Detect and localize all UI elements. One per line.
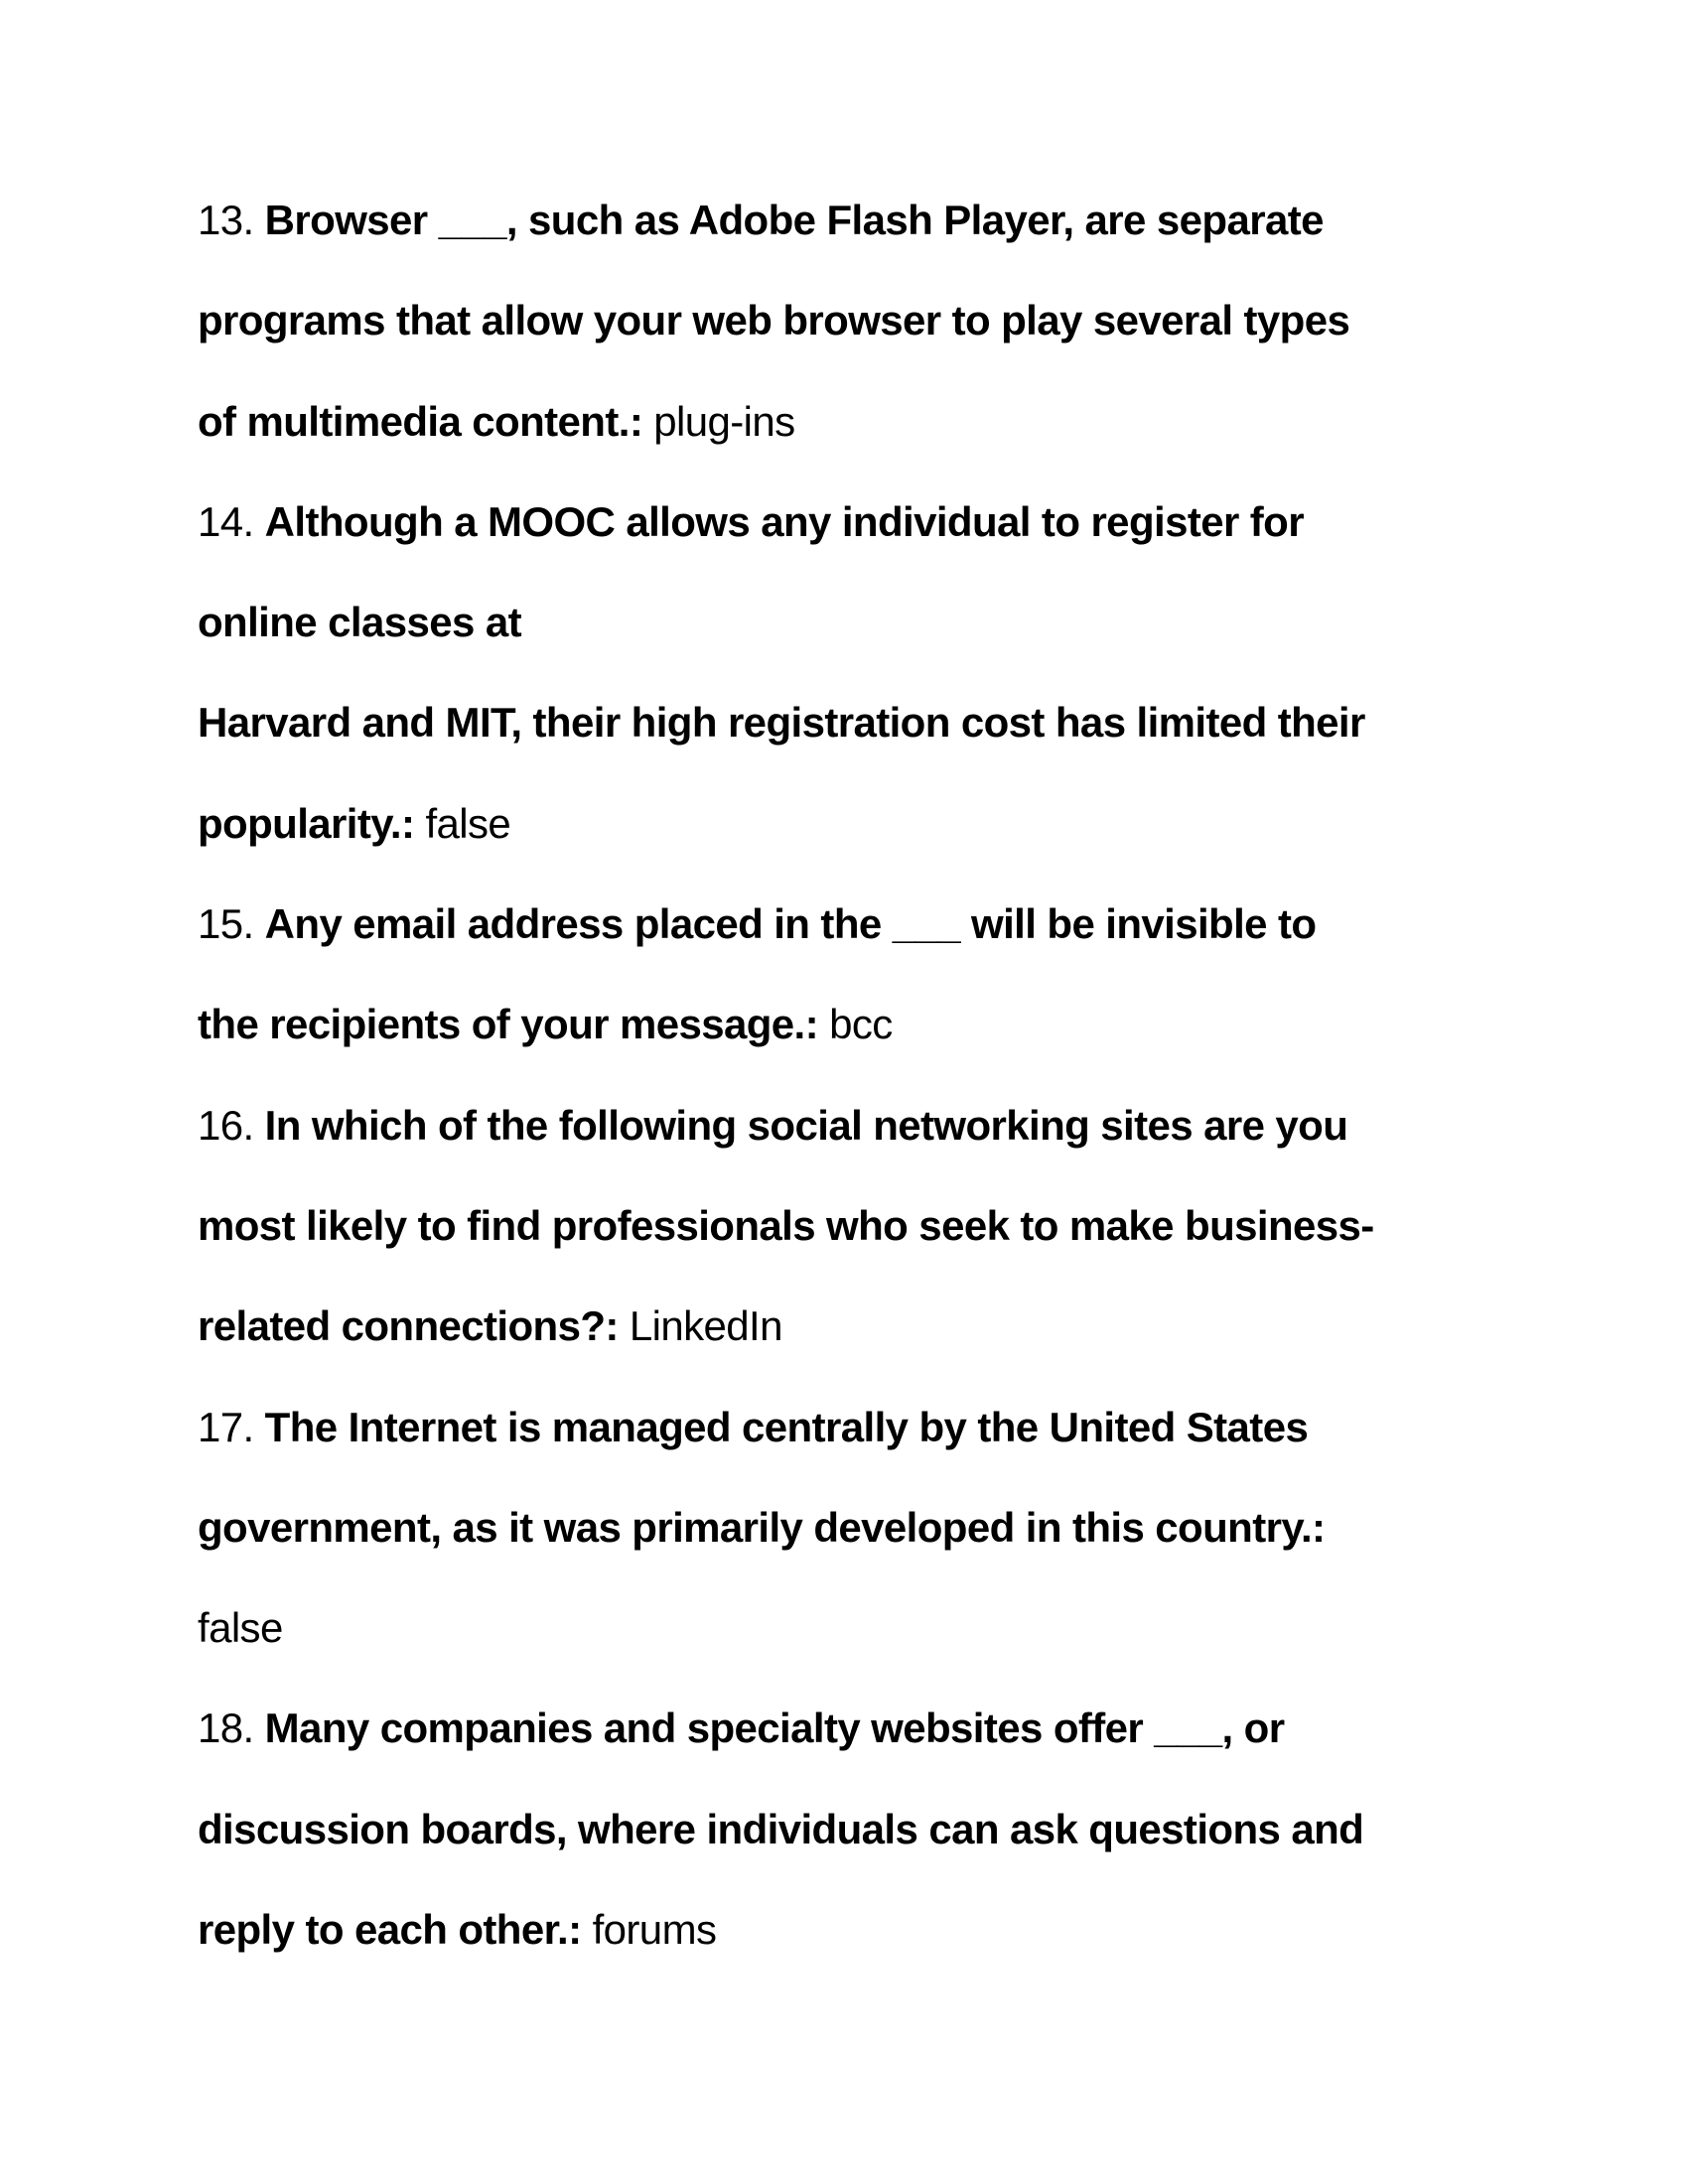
question-line [198, 1396, 1508, 1496]
question-text: programs that allow your web browser to play several types [198, 297, 1350, 344]
question-line [198, 289, 1508, 389]
question-line [198, 1094, 1508, 1194]
document-page [198, 189, 1508, 1998]
question-line [198, 1798, 1508, 1898]
question-number: 15. [198, 900, 254, 948]
question-line [198, 1295, 1508, 1395]
question-text: In which of the following social networking sites are you [264, 1101, 1348, 1149]
answer-text: forums [592, 1906, 717, 1954]
answer-text: false [198, 1604, 283, 1652]
question-line [198, 792, 1508, 892]
question-item [198, 189, 1508, 490]
answer-text: plug-ins [653, 397, 795, 445]
question-number: 13. [198, 197, 254, 243]
question-line [198, 591, 1508, 691]
question-line [198, 993, 1508, 1093]
question-line [198, 892, 1508, 993]
question-number: 18. [198, 1705, 254, 1752]
question-number: 16. [198, 1101, 254, 1149]
question-text: Many companies and specialty websites offer ___, or [264, 1705, 1285, 1752]
question-text: online classes at [198, 599, 521, 646]
question-text: Although a MOOC allows any individual to register for [264, 497, 1304, 545]
question-text: most likely to find professionals who seek to make business- [198, 1201, 1374, 1249]
question-text: government, as it was primarily developed in this country.: [198, 1503, 1326, 1551]
question-text: reply to each other.: [198, 1906, 582, 1954]
question-line [198, 691, 1508, 791]
question-text: of multimedia content.: [198, 397, 643, 445]
question-text: the recipients of your message.: [198, 1001, 818, 1048]
question-text: Any email address placed in the ___ will be invisible to [264, 900, 1317, 948]
question-line [198, 390, 1508, 490]
question-text: The Internet is managed centrally by the United States [264, 1403, 1309, 1450]
question-item [198, 1396, 1508, 1698]
question-text: popularity.: [198, 799, 415, 847]
question-line [198, 490, 1508, 591]
answer-text: LinkedIn [629, 1302, 782, 1350]
question-line [198, 1898, 1508, 1998]
question-item [198, 1094, 1508, 1396]
question-number: 17. [198, 1403, 254, 1450]
question-item [198, 892, 1508, 1094]
question-text: Browser ___, such as Adobe Flash Player, are separate [264, 197, 1324, 243]
question-number: 14. [198, 497, 254, 545]
question-line [198, 1194, 1508, 1295]
answer-text: false [425, 799, 511, 847]
question-line [198, 1697, 1508, 1797]
question-text: related connections?: [198, 1302, 619, 1350]
answer-text: bcc [829, 1001, 893, 1048]
answer-line [198, 1596, 1508, 1697]
question-text: discussion boards, where individuals can ask questions and [198, 1805, 1364, 1852]
question-text: Harvard and MIT, their high registration cost has limited their [198, 699, 1365, 747]
question-item [198, 1697, 1508, 1998]
question-line [198, 189, 1508, 289]
question-item [198, 490, 1508, 892]
question-line [198, 1496, 1508, 1596]
